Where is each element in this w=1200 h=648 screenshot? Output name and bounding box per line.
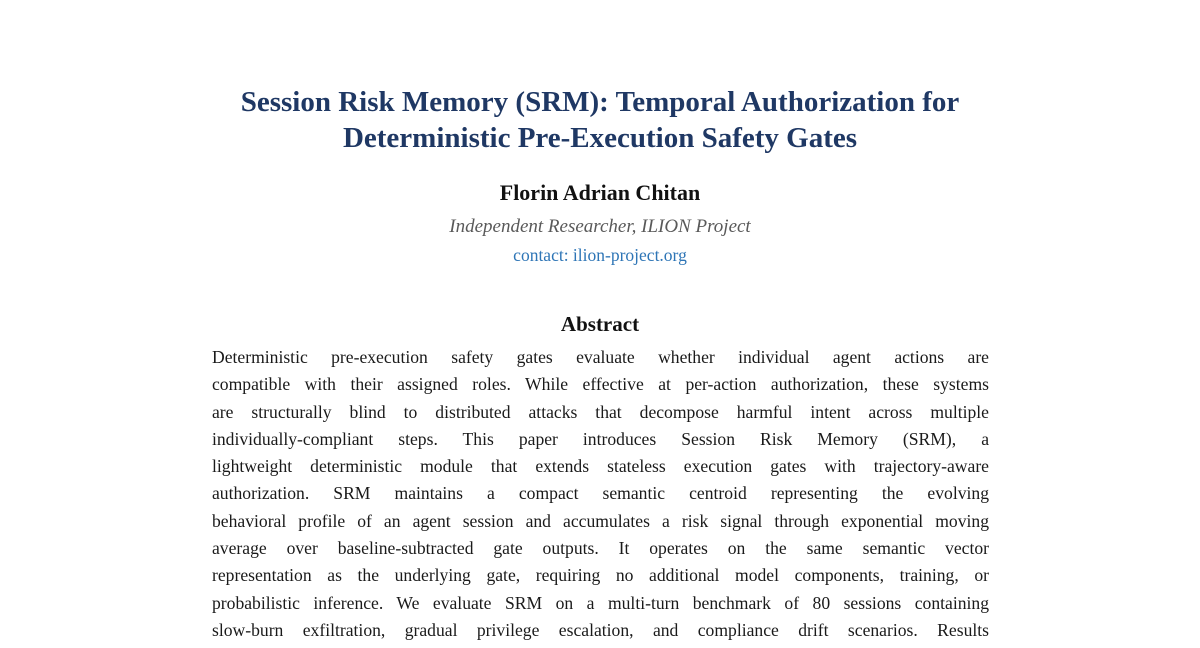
author-affiliation: Independent Researcher, ILION Project — [449, 216, 751, 237]
abstract-line: slow-burn exfiltration, gradual privilege escalation, and compliance drift scenarios. Results — [212, 619, 989, 640]
paper-title — [150, 84, 1050, 156]
author-name: Florin Adrian Chitan — [499, 180, 701, 205]
abstract-heading: Abstract — [560, 312, 640, 336]
contact-link[interactable]: contact: ilion-project.org — [513, 245, 687, 265]
abstract-line: individually-compliant steps. This paper introduces Session Risk Memory (SRM), a — [212, 428, 989, 449]
paper-title-line: Session Risk Memory (SRM): Temporal Authorization for — [240, 86, 960, 118]
abstract-line: representation as the underlying gate, requiring no additional model components, training, or — [212, 565, 989, 586]
abstract-line: authorization. SRM maintains a compact semantic centroid representing the evolving — [212, 483, 989, 504]
abstract-body — [212, 344, 989, 644]
abstract-line: lightweight deterministic module that extends stateless execution gates with trajectory-aware — [212, 456, 989, 477]
abstract-line: are structurally blind to distributed attacks that decompose harmful intent across multiple — [212, 401, 989, 422]
abstract-line: average over baseline-subtracted gate outputs. It operates on the same semantic vector — [212, 538, 989, 559]
abstract-line: behavioral profile of an agent session and accumulates a risk signal through exponential moving — [212, 510, 989, 531]
abstract-line: compatible with their assigned roles. While effective at per-action authorization, these systems — [212, 374, 989, 395]
abstract-line: Deterministic pre-execution safety gates evaluate whether individual agent actions are — [212, 347, 989, 367]
paper-title-line: Deterministic Pre-Execution Safety Gates — [342, 122, 858, 154]
abstract-line: probabilistic inference. We evaluate SRM on a multi-turn benchmark of 80 sessions containing — [212, 592, 989, 613]
